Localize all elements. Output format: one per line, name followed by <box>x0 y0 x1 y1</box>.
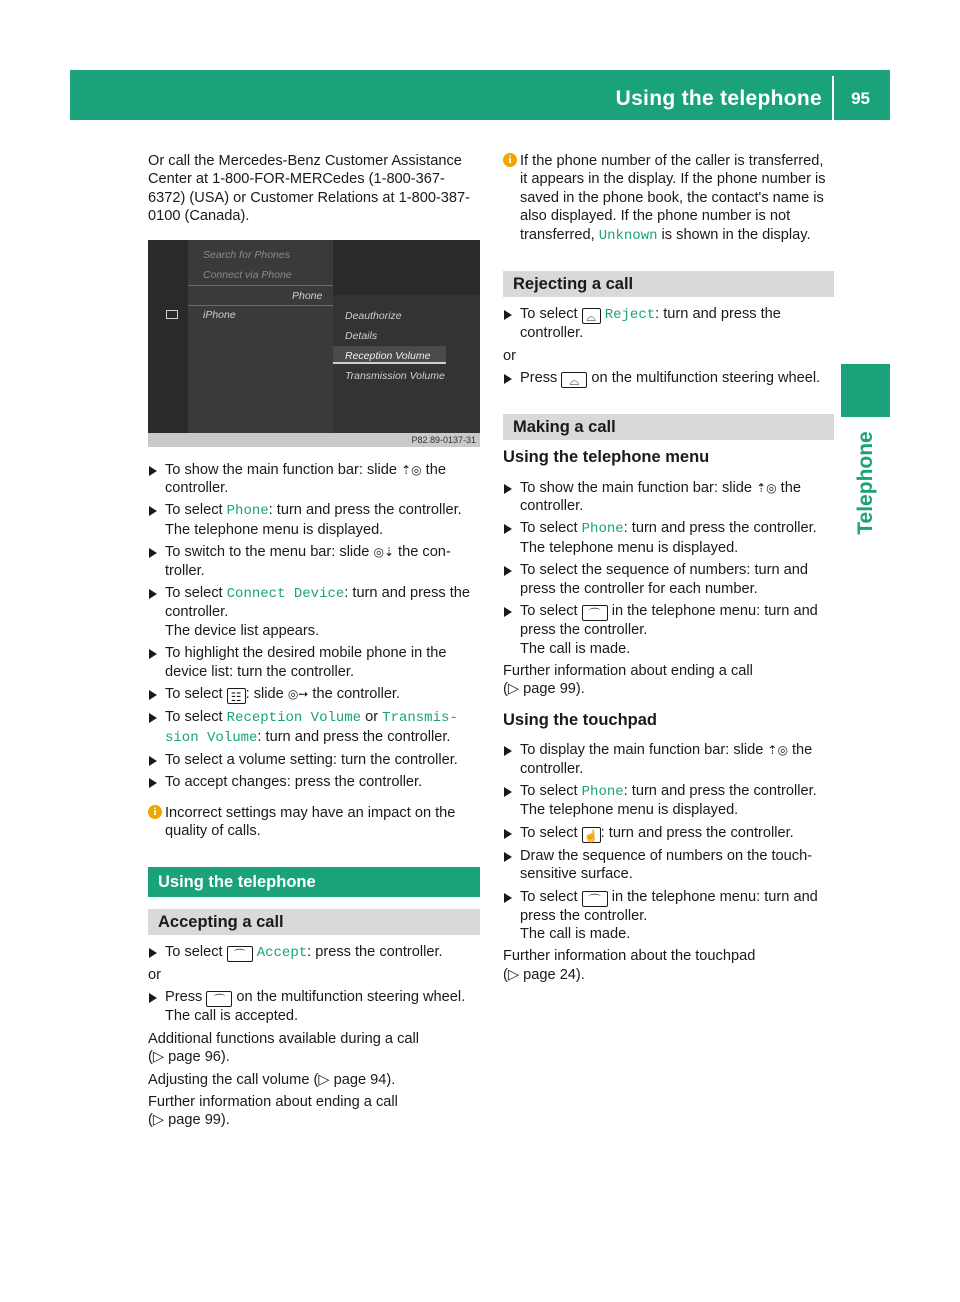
step: Press ⌒ on the multifunction steering wheel. The call is accepted. <box>148 988 480 1025</box>
intro-text: Or call the Mercedes-Benz Customer Assistance Center at 1-800-FOR-MERCedes (1-800-367-6372) (USA) or Customer Relations at 1-800-387-0100 (Canada). <box>148 153 471 225</box>
page-header <box>70 70 890 120</box>
step: To select ⌒ in the telephone menu: turn and press the controller. The call is made. <box>503 602 834 658</box>
info-note: i If the phone number of the caller is transferred, it appears in the display. If the phone number is saved in the phone book, the contact's name is also displayed. If the phone number is not transferred, Unknown is shown in the display. <box>503 152 834 245</box>
chapter-label-wrap <box>841 420 890 545</box>
accept-call-icon: ⌒ <box>206 991 232 1007</box>
step: To switch to the menu bar: slide ◎⇣ the controller. <box>148 543 480 580</box>
controller-slide-icon: ⇡◎ <box>401 462 422 477</box>
step: To select Reception Volume or Transmission Volume: turn and press the controller. <box>148 708 480 747</box>
controller-slide-right-icon: ◎➙ <box>287 687 309 702</box>
screen-option: Deauthorize <box>345 309 402 322</box>
step: To select ⌓ Reject: turn and press the controller. <box>503 305 834 343</box>
paragraph: Adjusting the call volume (▷ page 94). <box>148 1071 396 1088</box>
controller-slide-icon: ⇡◎ <box>756 480 777 495</box>
info-note: i Incorrect settings may have an impact on the quality of calls. <box>148 804 480 841</box>
chapter-label: Telephone <box>853 430 877 535</box>
image-code: P82.89-0137-31 <box>411 434 476 445</box>
page-number: 95 <box>851 89 870 108</box>
right-column <box>503 152 834 988</box>
info-icon: i <box>503 153 517 167</box>
step: To select ☷ : slide ◎➙ the controller. <box>148 685 480 704</box>
header-divider <box>832 76 834 120</box>
subsection-heading: Accepting a call <box>148 909 480 935</box>
reject-call-icon: ⌓ <box>582 308 601 324</box>
accept-call-icon: ⌒ <box>227 946 253 962</box>
controller-slide-icon: ⇡◎ <box>767 743 788 758</box>
screen-item: Connect via Phone <box>203 268 292 281</box>
page-ref-icon: ▷ <box>152 1112 165 1129</box>
screen-option-selected: Reception Volume <box>345 349 431 362</box>
step: Press ⌓ on the multifunction steering wheel. <box>503 369 834 388</box>
reject-call-icon: ⌓ <box>561 372 587 388</box>
screen-device: iPhone <box>203 308 236 321</box>
step: To select the sequence of numbers: turn and press the controller for each number. <box>503 561 834 598</box>
header-title: Using the telephone <box>615 87 822 110</box>
touch-hand-icon: ☝ <box>582 827 601 843</box>
step: Draw the sequence of numbers on the touch-sensitive surface. <box>503 847 834 884</box>
phone-screen-image <box>148 240 480 447</box>
step: To show the main function bar: slide ⇡◎ the controller. <box>503 479 834 516</box>
paragraph: Further information about ending a call (▷ page 99). <box>148 1093 398 1129</box>
screen-phone-label: Phone <box>292 289 323 302</box>
step: To show the main function bar: slide ⇡◎ the controller. <box>148 461 480 498</box>
screen-option: Transmission Volume <box>345 369 445 382</box>
step: To select a volume setting: turn the controller. <box>148 751 480 769</box>
paragraph: Further information about the touchpad (▷ page 24). <box>503 948 756 983</box>
page-ref-icon: ▷ <box>318 1071 330 1088</box>
screen-item: Search for Phones <box>203 248 290 261</box>
paragraph: Additional functions available during a call (▷ page 96). <box>148 1030 419 1066</box>
page-ref-icon: ▷ <box>152 1049 165 1066</box>
accept-call-icon: ⌒ <box>582 605 608 621</box>
sub-subheading: Using the telephone menu <box>503 448 710 467</box>
step: To accept changes: press the controller. <box>148 773 480 791</box>
chapter-tab <box>841 364 890 417</box>
page-ref-icon: ▷ <box>507 681 520 698</box>
phonebook-icon: ☷ <box>227 688 246 704</box>
info-icon: i <box>148 805 162 819</box>
step: To display the main function bar: slide ⇡◎ the controller. <box>503 741 834 778</box>
step: To select Phone: turn and press the controller. The telephone menu is displayed. <box>148 501 480 539</box>
phone-device-icon <box>166 310 178 319</box>
page-ref-icon: ▷ <box>507 966 520 983</box>
step: To select Connect Device: turn and press the controller. The device list appears. <box>148 584 480 640</box>
or-text: or <box>503 347 516 364</box>
step: To select ⌒ Accept: press the controller. <box>148 943 480 962</box>
section-heading: Using the telephone <box>148 867 480 897</box>
subsection-heading: Rejecting a call <box>503 271 834 297</box>
subsection-heading: Making a call <box>503 414 834 440</box>
sub-subheading: Using the touchpad <box>503 710 657 729</box>
screen-option: Details <box>345 329 378 342</box>
accept-call-icon: ⌒ <box>582 891 608 907</box>
step: To highlight the desired mobile phone in the device list: turn the controller. <box>148 644 480 681</box>
or-text: or <box>148 966 161 983</box>
step: To select Phone: turn and press the controller. The telephone menu is displayed. <box>503 519 834 557</box>
step: To select ☝ : turn and press the controller. <box>503 824 834 843</box>
left-column <box>148 152 480 1134</box>
step: To select ⌒ in the telephone menu: turn and press the controller. The call is made. <box>503 888 834 944</box>
paragraph: Further information about ending a call (▷ page 99). <box>503 662 753 698</box>
step: To select Phone: turn and press the controller. The telephone menu is displayed. <box>503 782 834 820</box>
controller-slide-down-icon: ◎⇣ <box>373 545 394 560</box>
